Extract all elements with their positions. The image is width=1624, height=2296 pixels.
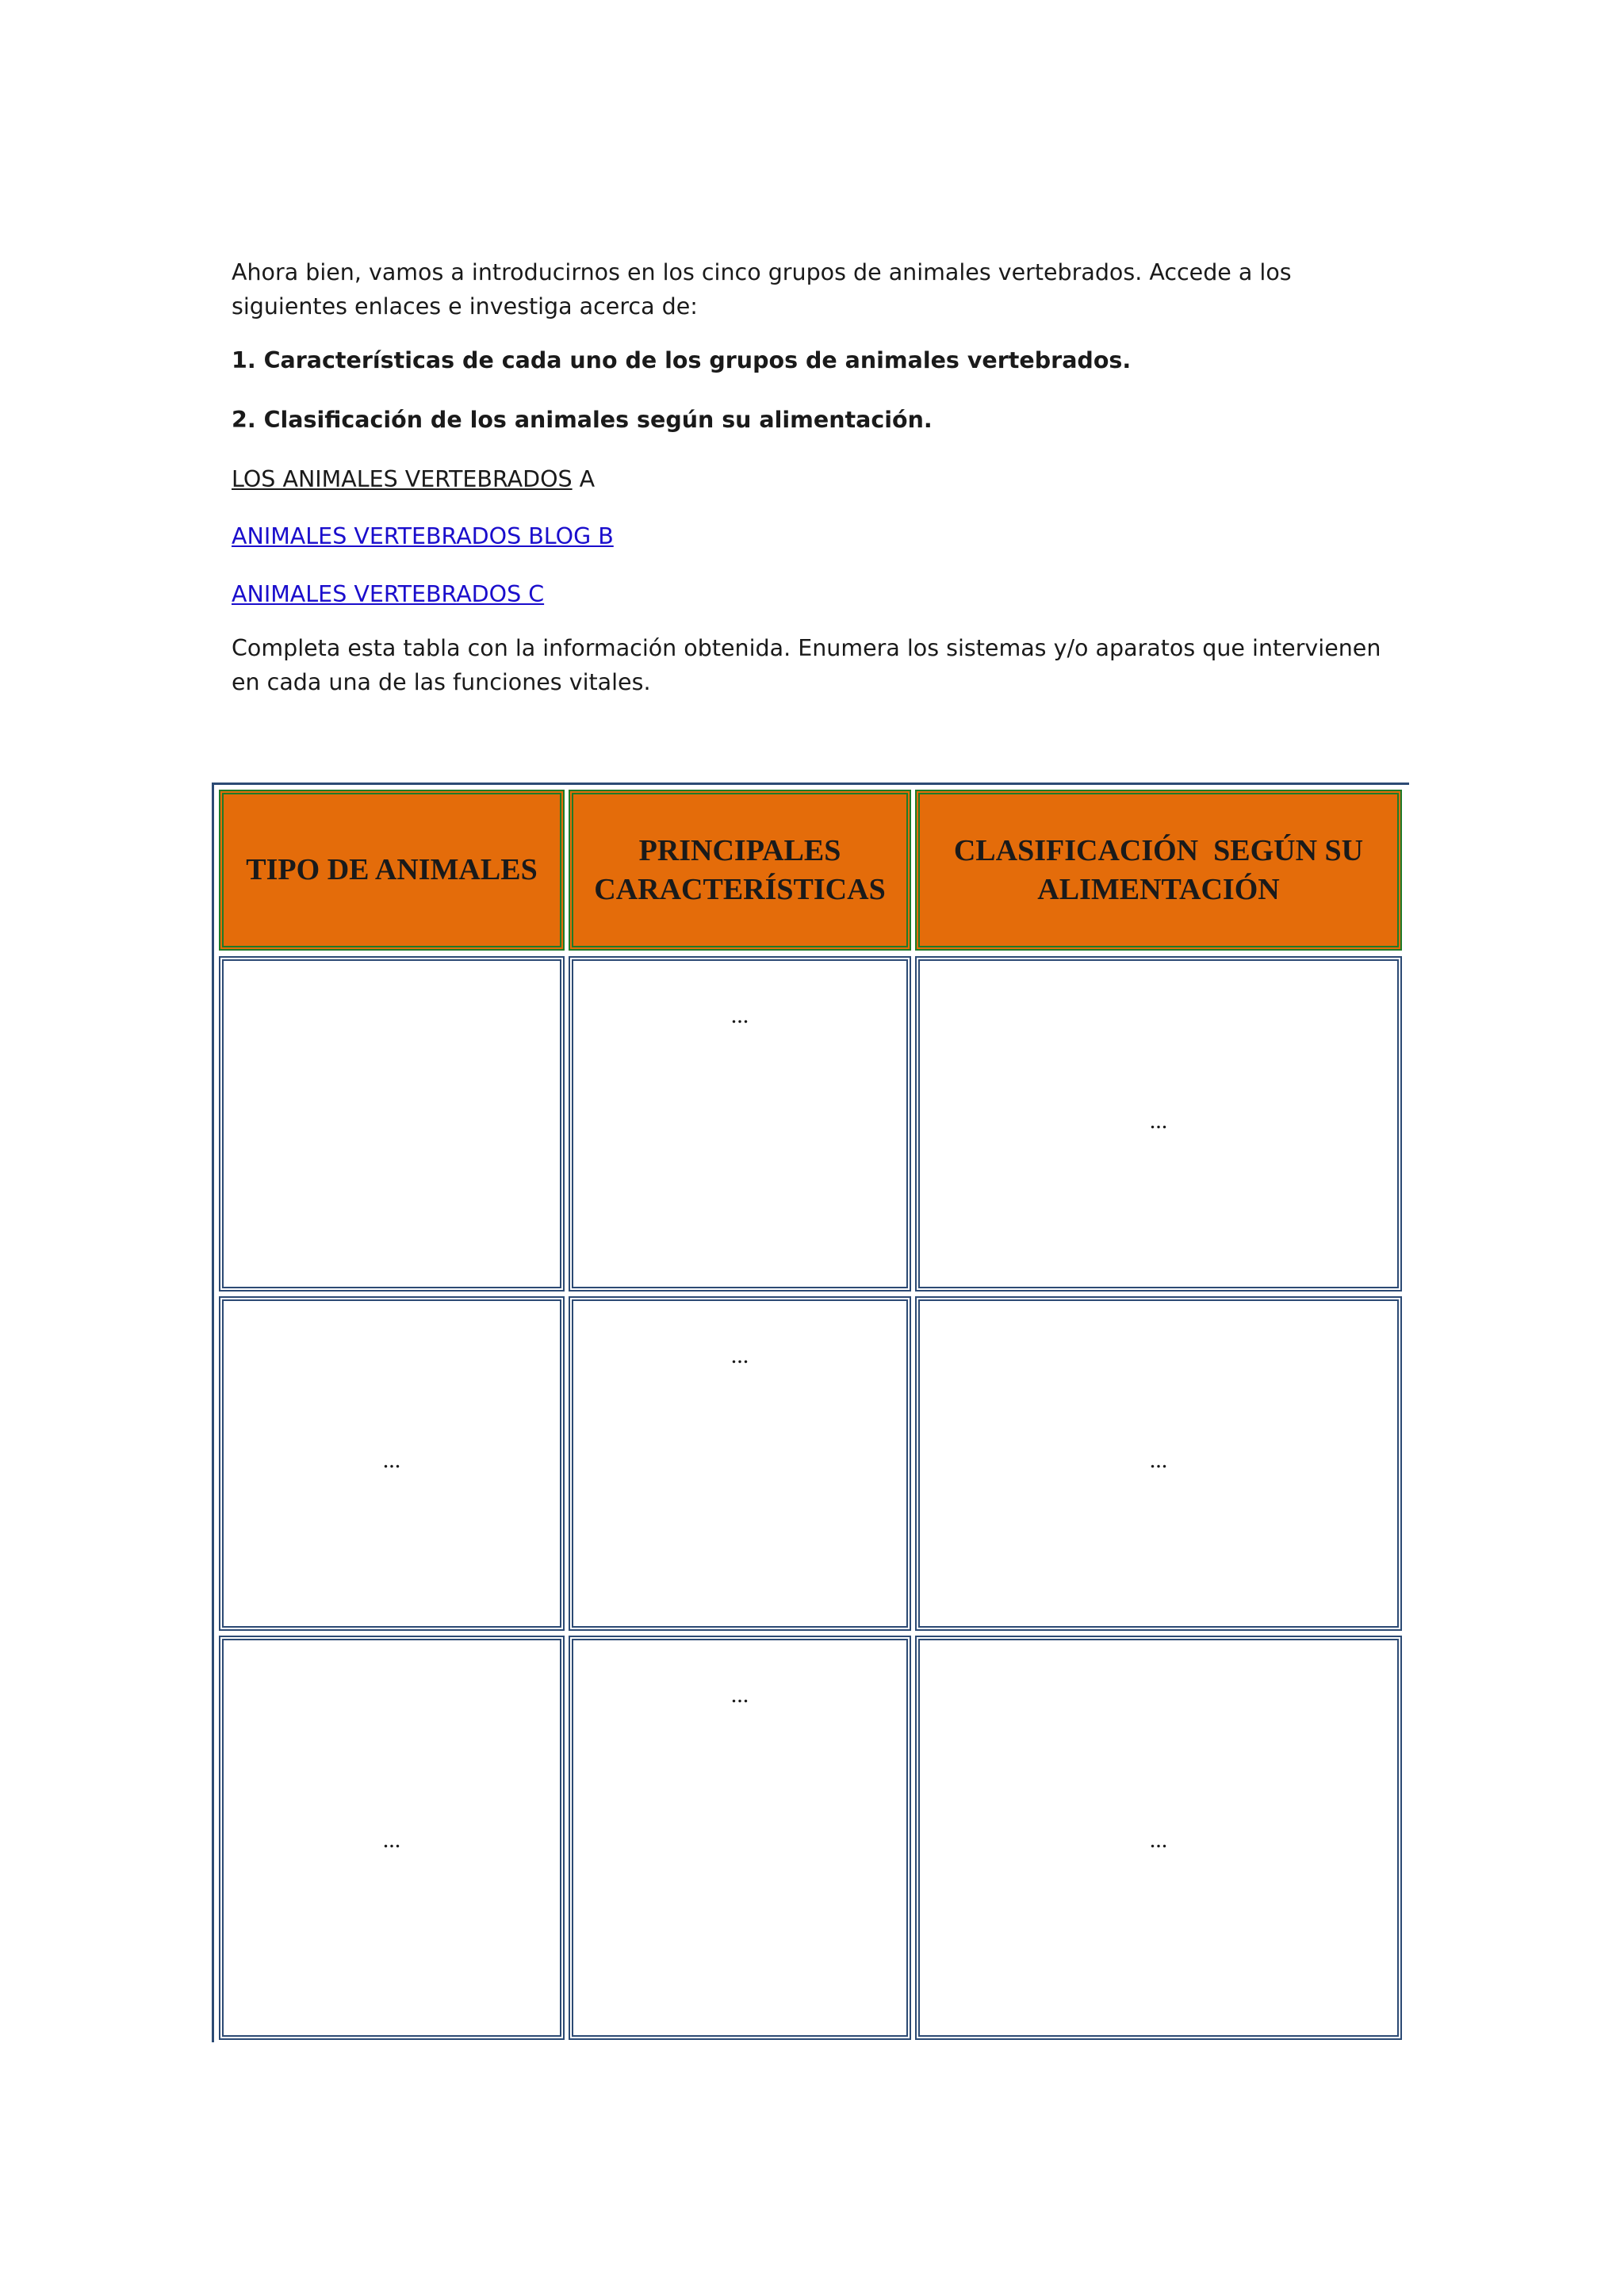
table-cell[interactable] bbox=[219, 1296, 565, 1631]
cell-text: ... bbox=[730, 1342, 749, 1368]
cell-text: ... bbox=[1149, 1447, 1168, 1473]
table-cell[interactable] bbox=[915, 1296, 1402, 1631]
cell-text: ... bbox=[730, 1682, 749, 1708]
cell-text: ... bbox=[382, 1447, 401, 1473]
cell-text: ... bbox=[730, 1002, 749, 1028]
header-label: CLASIFICACIÓN SEGÚN SU ALIMENTACIÓN bbox=[953, 833, 1369, 906]
cell-text: ... bbox=[1149, 1827, 1168, 1853]
table-frame-left bbox=[212, 783, 214, 2042]
header-label: TIPO DE ANIMALES bbox=[246, 853, 538, 886]
table-cell[interactable] bbox=[219, 956, 565, 1292]
link-row-b bbox=[232, 519, 1397, 553]
instruction-paragraph: Completa esta tabla con la información obtenida. Enumera los sistemas y/o aparatos que intervienen en cada una de las funciones vitales. bbox=[232, 635, 1381, 695]
link-animales-vertebrados-a[interactable]: LOS ANIMALES VERTEBRADOS bbox=[232, 466, 573, 492]
link-suffix: A bbox=[572, 466, 596, 492]
cell-text: ... bbox=[1149, 1108, 1168, 1134]
table-cell[interactable] bbox=[569, 1636, 911, 2040]
link-animales-vertebrados-c[interactable]: ANIMALES VERTEBRADOS C bbox=[232, 581, 545, 607]
task-item-1: 1. Características de cada uno de los grupos de animales vertebrados. bbox=[232, 347, 1132, 373]
task-item-2: 2. Clasificación de los animales según su alimentación. bbox=[232, 407, 933, 433]
header-label: PRINCIPALES CARACTERÍSTICAS bbox=[594, 833, 886, 906]
link-row-c bbox=[232, 577, 1397, 611]
table-cell[interactable] bbox=[219, 1636, 565, 2040]
table-cell[interactable] bbox=[915, 956, 1402, 1292]
header-clasificacion-alimentacion bbox=[915, 790, 1402, 951]
cell-text: ... bbox=[382, 1827, 401, 1853]
link-row-a bbox=[232, 462, 1397, 496]
table-cell[interactable] bbox=[915, 1636, 1402, 2040]
header-tipo-de-animales bbox=[219, 790, 565, 951]
table-cell[interactable] bbox=[569, 956, 911, 1292]
table-frame-top bbox=[212, 783, 1409, 785]
animals-table bbox=[212, 783, 1409, 2042]
link-animales-vertebrados-blog-b[interactable]: ANIMALES VERTEBRADOS BLOG B bbox=[232, 523, 614, 549]
table-cell[interactable] bbox=[569, 1296, 911, 1631]
header-principales-caracteristicas bbox=[569, 790, 911, 951]
intro-paragraph: Ahora bien, vamos a introducirnos en los cinco grupos de animales vertebrados. Accede a los siguientes enlaces e investiga acerca de: bbox=[232, 259, 1292, 320]
